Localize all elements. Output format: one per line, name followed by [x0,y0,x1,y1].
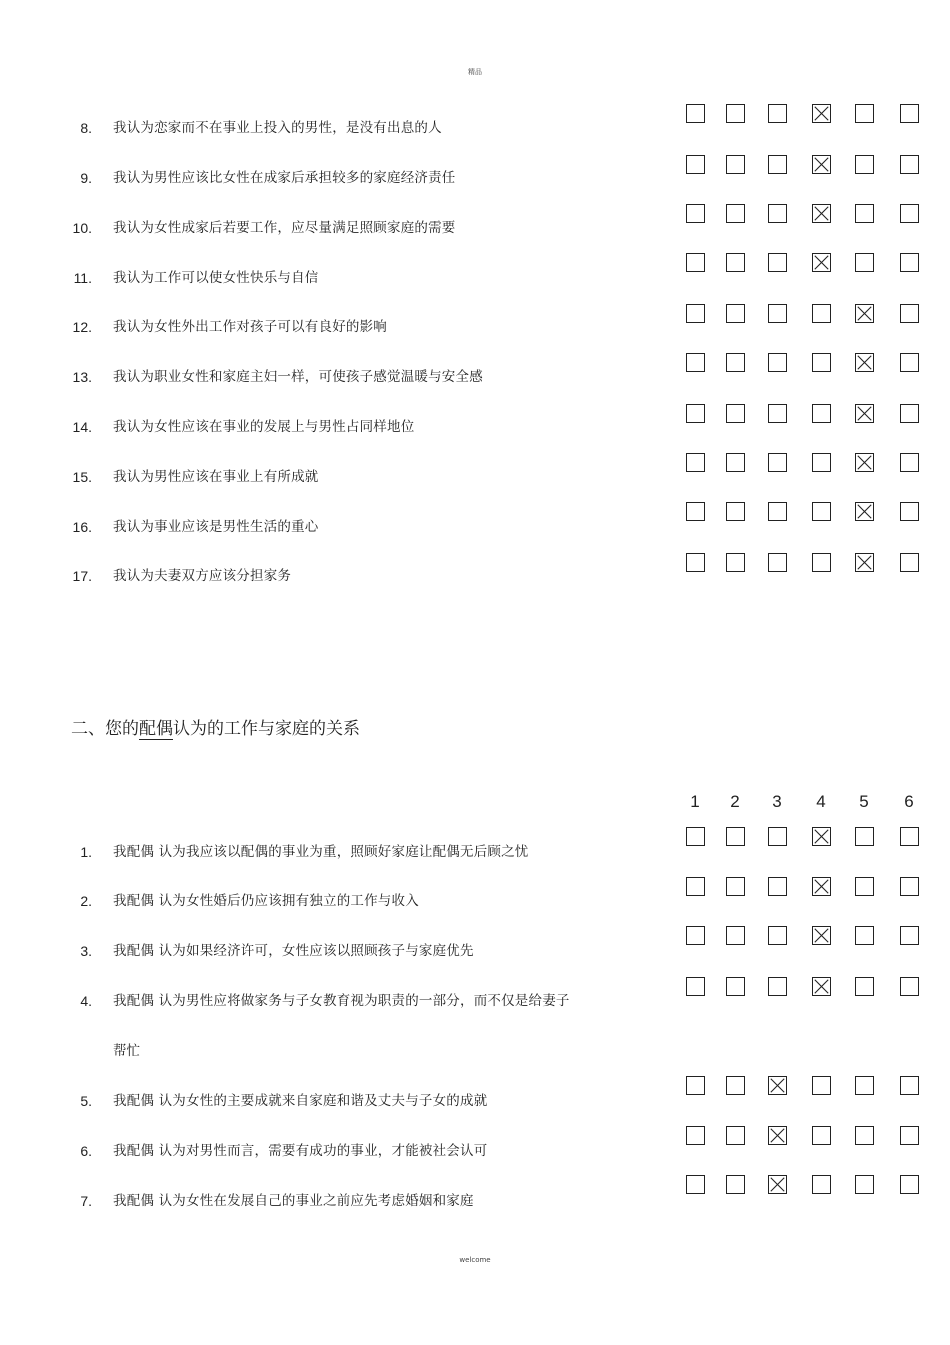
rating-checkbox-2[interactable] [726,353,745,372]
section-2-title-underlined: 配偶 [139,719,173,739]
rating-checkbox-3[interactable] [768,353,787,372]
question-number: 2. [80,893,92,909]
rating-checkbox-4-checked[interactable] [812,977,831,996]
rating-checkbox-6[interactable] [900,1126,919,1145]
rating-checkbox-2[interactable] [726,404,745,423]
rating-checkbox-4[interactable] [812,404,831,423]
rating-checkbox-1[interactable] [686,553,705,572]
rating-checkbox-2[interactable] [726,304,745,323]
question-text: 我认为男性应该在事业上有所成就 [113,469,319,485]
rating-checkbox-6[interactable] [900,253,919,272]
rating-checkbox-5[interactable] [855,1126,874,1145]
question-number: 10. [72,220,92,236]
rating-checkbox-group [0,1175,950,1199]
rating-checkbox-1[interactable] [686,827,705,846]
rating-checkbox-6[interactable] [900,204,919,223]
rating-checkbox-4-checked[interactable] [812,827,831,846]
rating-checkbox-group [0,353,950,377]
rating-checkbox-4[interactable] [812,453,831,472]
rating-checkbox-4[interactable] [812,304,831,323]
rating-checkbox-1[interactable] [686,977,705,996]
rating-checkbox-5-checked[interactable] [855,404,874,423]
question-number: 8. [80,120,92,136]
rating-checkbox-4[interactable] [812,1175,831,1194]
question-text: 我认为工作可以使女性快乐与自信 [113,270,319,286]
rating-checkbox-4-checked[interactable] [812,926,831,945]
rating-checkbox-3[interactable] [768,104,787,123]
question-text: 我认为女性应该在事业的发展上与男性占同样地位 [113,419,415,435]
question-number: 17. [72,568,92,584]
question-number: 6. [80,1143,92,1159]
rating-checkbox-2[interactable] [726,204,745,223]
rating-checkbox-3[interactable] [768,253,787,272]
rating-checkbox-6[interactable] [900,926,919,945]
question-number: 1. [80,844,92,860]
page-header: 精品 [468,68,482,76]
rating-checkbox-group [0,104,950,128]
rating-checkbox-5[interactable] [855,104,874,123]
scale-label-4: 4 [816,792,826,811]
rating-checkbox-2[interactable] [726,977,745,996]
question-text: 我认为恋家而不在事业上投入的男性，是没有出息的人 [113,120,442,136]
rating-checkbox-1[interactable] [686,1175,705,1194]
rating-checkbox-1[interactable] [686,877,705,896]
rating-checkbox-5[interactable] [855,877,874,896]
question-text: 我配偶 认为女性婚后仍应该拥有独立的工作与收入 [113,893,419,909]
rating-checkbox-5[interactable] [855,977,874,996]
rating-checkbox-6[interactable] [900,877,919,896]
section-2-title-suffix: 认为的工作与家庭的关系 [173,719,360,739]
question-text: 我认为女性外出工作对孩子可以有良好的影响 [113,319,387,335]
rating-checkbox-6[interactable] [900,553,919,572]
rating-checkbox-1[interactable] [686,926,705,945]
rating-checkbox-group [0,502,950,526]
rating-checkbox-4-checked[interactable] [812,104,831,123]
rating-checkbox-4-checked[interactable] [812,253,831,272]
question-number: 14. [72,419,92,435]
question-number: 13. [72,369,92,385]
question-number: 12. [72,319,92,335]
rating-checkbox-4[interactable] [812,1076,831,1095]
rating-checkbox-2[interactable] [726,1126,745,1145]
rating-checkbox-5-checked[interactable] [855,553,874,572]
rating-checkbox-4-checked[interactable] [812,877,831,896]
rating-checkbox-group [0,827,950,851]
question-text: 我认为女性成家后若要工作，应尽量满足照顾家庭的需要 [113,220,456,236]
rating-checkbox-1[interactable] [686,204,705,223]
rating-checkbox-6[interactable] [900,353,919,372]
rating-checkbox-1[interactable] [686,502,705,521]
question-number: 4. [80,993,92,1009]
rating-checkbox-1[interactable] [686,353,705,372]
question-number: 16. [72,519,92,535]
rating-checkbox-3[interactable] [768,204,787,223]
rating-checkbox-4-checked[interactable] [812,204,831,223]
rating-checkbox-1[interactable] [686,104,705,123]
rating-checkbox-6[interactable] [900,304,919,323]
rating-checkbox-3[interactable] [768,304,787,323]
rating-checkbox-6[interactable] [900,155,919,174]
scale-label-1: 1 [690,792,700,811]
question-number: 11. [73,270,92,286]
rating-checkbox-5[interactable] [855,1076,874,1095]
section-2-title [71,714,360,739]
rating-checkbox-group [0,1076,950,1100]
rating-checkbox-6[interactable] [900,1175,919,1194]
rating-checkbox-6[interactable] [900,1076,919,1095]
rating-checkbox-1[interactable] [686,1076,705,1095]
rating-checkbox-3[interactable] [768,877,787,896]
rating-checkbox-5[interactable] [855,204,874,223]
rating-checkbox-1[interactable] [686,155,705,174]
rating-checkbox-group [0,877,950,901]
rating-checkbox-5-checked[interactable] [855,453,874,472]
question-number: 5. [80,1093,92,1109]
section-2-title-prefix: 二、您的 [71,719,139,739]
question-text: 我配偶 认为对男性而言，需要有成功的事业，才能被社会认可 [113,1143,488,1159]
rating-checkbox-group [0,553,950,577]
rating-checkbox-2[interactable] [726,104,745,123]
rating-checkbox-3[interactable] [768,453,787,472]
question-text-continuation: 帮忙 [113,1043,140,1059]
scale-label-3: 3 [772,792,782,811]
question-text: 我认为夫妻双方应该分担家务 [113,568,292,584]
rating-checkbox-1[interactable] [686,453,705,472]
rating-checkbox-6[interactable] [900,104,919,123]
scale-label-5: 5 [859,792,869,811]
rating-checkbox-5[interactable] [855,1175,874,1194]
rating-checkbox-2[interactable] [726,926,745,945]
rating-checkbox-2[interactable] [726,502,745,521]
question-text: 我配偶 认为男性应将做家务与子女教育视为职责的一部分，而不仅是给妻子 [113,993,570,1009]
rating-checkbox-5[interactable] [855,155,874,174]
scale-label-2: 2 [730,792,740,811]
question-number: 3. [80,943,92,959]
rating-checkbox-2[interactable] [726,1175,745,1194]
rating-checkbox-2[interactable] [726,877,745,896]
rating-checkbox-5[interactable] [855,253,874,272]
rating-checkbox-group [0,404,950,428]
rating-checkbox-3-checked[interactable] [768,1076,787,1095]
rating-checkbox-3[interactable] [768,404,787,423]
rating-checkbox-group [0,253,950,277]
rating-checkbox-1[interactable] [686,253,705,272]
rating-checkbox-2[interactable] [726,1076,745,1095]
rating-checkbox-6[interactable] [900,453,919,472]
question-text: 我配偶 认为女性在发展自己的事业之前应先考虑婚姻和家庭 [113,1193,474,1209]
rating-checkbox-2[interactable] [726,453,745,472]
rating-checkbox-2[interactable] [726,155,745,174]
rating-checkbox-3[interactable] [768,553,787,572]
rating-checkbox-5[interactable] [855,926,874,945]
rating-checkbox-3[interactable] [768,502,787,521]
question-number: 7. [80,1193,92,1209]
rating-checkbox-group [0,977,950,1001]
rating-checkbox-6[interactable] [900,502,919,521]
rating-checkbox-group [0,1126,950,1150]
rating-checkbox-4[interactable] [812,553,831,572]
rating-checkbox-group [0,453,950,477]
question-number: 9. [80,170,92,186]
page-footer: welcome [459,1256,491,1264]
rating-checkbox-5-checked[interactable] [855,502,874,521]
rating-checkbox-2[interactable] [726,553,745,572]
question-text: 我认为男性应该比女性在成家后承担较多的家庭经济责任 [113,170,456,186]
question-text: 我认为职业女性和家庭主妇一样，可使孩子感觉温暖与安全感 [113,369,483,385]
rating-checkbox-3[interactable] [768,155,787,174]
rating-checkbox-1[interactable] [686,1126,705,1145]
rating-checkbox-6[interactable] [900,977,919,996]
question-number: 15. [72,469,92,485]
rating-checkbox-1[interactable] [686,404,705,423]
rating-checkbox-group [0,926,950,950]
rating-checkbox-3[interactable] [768,926,787,945]
rating-checkbox-3-checked[interactable] [768,1175,787,1194]
rating-checkbox-4[interactable] [812,502,831,521]
rating-checkbox-1[interactable] [686,304,705,323]
rating-checkbox-3[interactable] [768,977,787,996]
rating-checkbox-group [0,204,950,228]
question-text: 我配偶 认为我应该以配偶的事业为重，照顾好家庭让配偶无后顾之忧 [113,844,529,860]
rating-checkbox-4-checked[interactable] [812,155,831,174]
question-text: 我认为事业应该是男性生活的重心 [113,519,319,535]
question-text: 我配偶 认为女性的主要成就来自家庭和谐及丈夫与子女的成就 [113,1093,488,1109]
rating-checkbox-group [0,304,950,328]
rating-checkbox-2[interactable] [726,827,745,846]
rating-checkbox-6[interactable] [900,404,919,423]
question-text: 我配偶 认为如果经济许可，女性应该以照顾孩子与家庭优先 [113,943,474,959]
rating-checkbox-5-checked[interactable] [855,353,874,372]
rating-checkbox-4[interactable] [812,1126,831,1145]
rating-checkbox-2[interactable] [726,253,745,272]
scale-label-6: 6 [904,792,914,811]
rating-checkbox-3-checked[interactable] [768,1126,787,1145]
rating-checkbox-group [0,155,950,179]
rating-checkbox-5-checked[interactable] [855,304,874,323]
rating-checkbox-5[interactable] [855,827,874,846]
rating-checkbox-3[interactable] [768,827,787,846]
rating-checkbox-6[interactable] [900,827,919,846]
rating-checkbox-4[interactable] [812,353,831,372]
